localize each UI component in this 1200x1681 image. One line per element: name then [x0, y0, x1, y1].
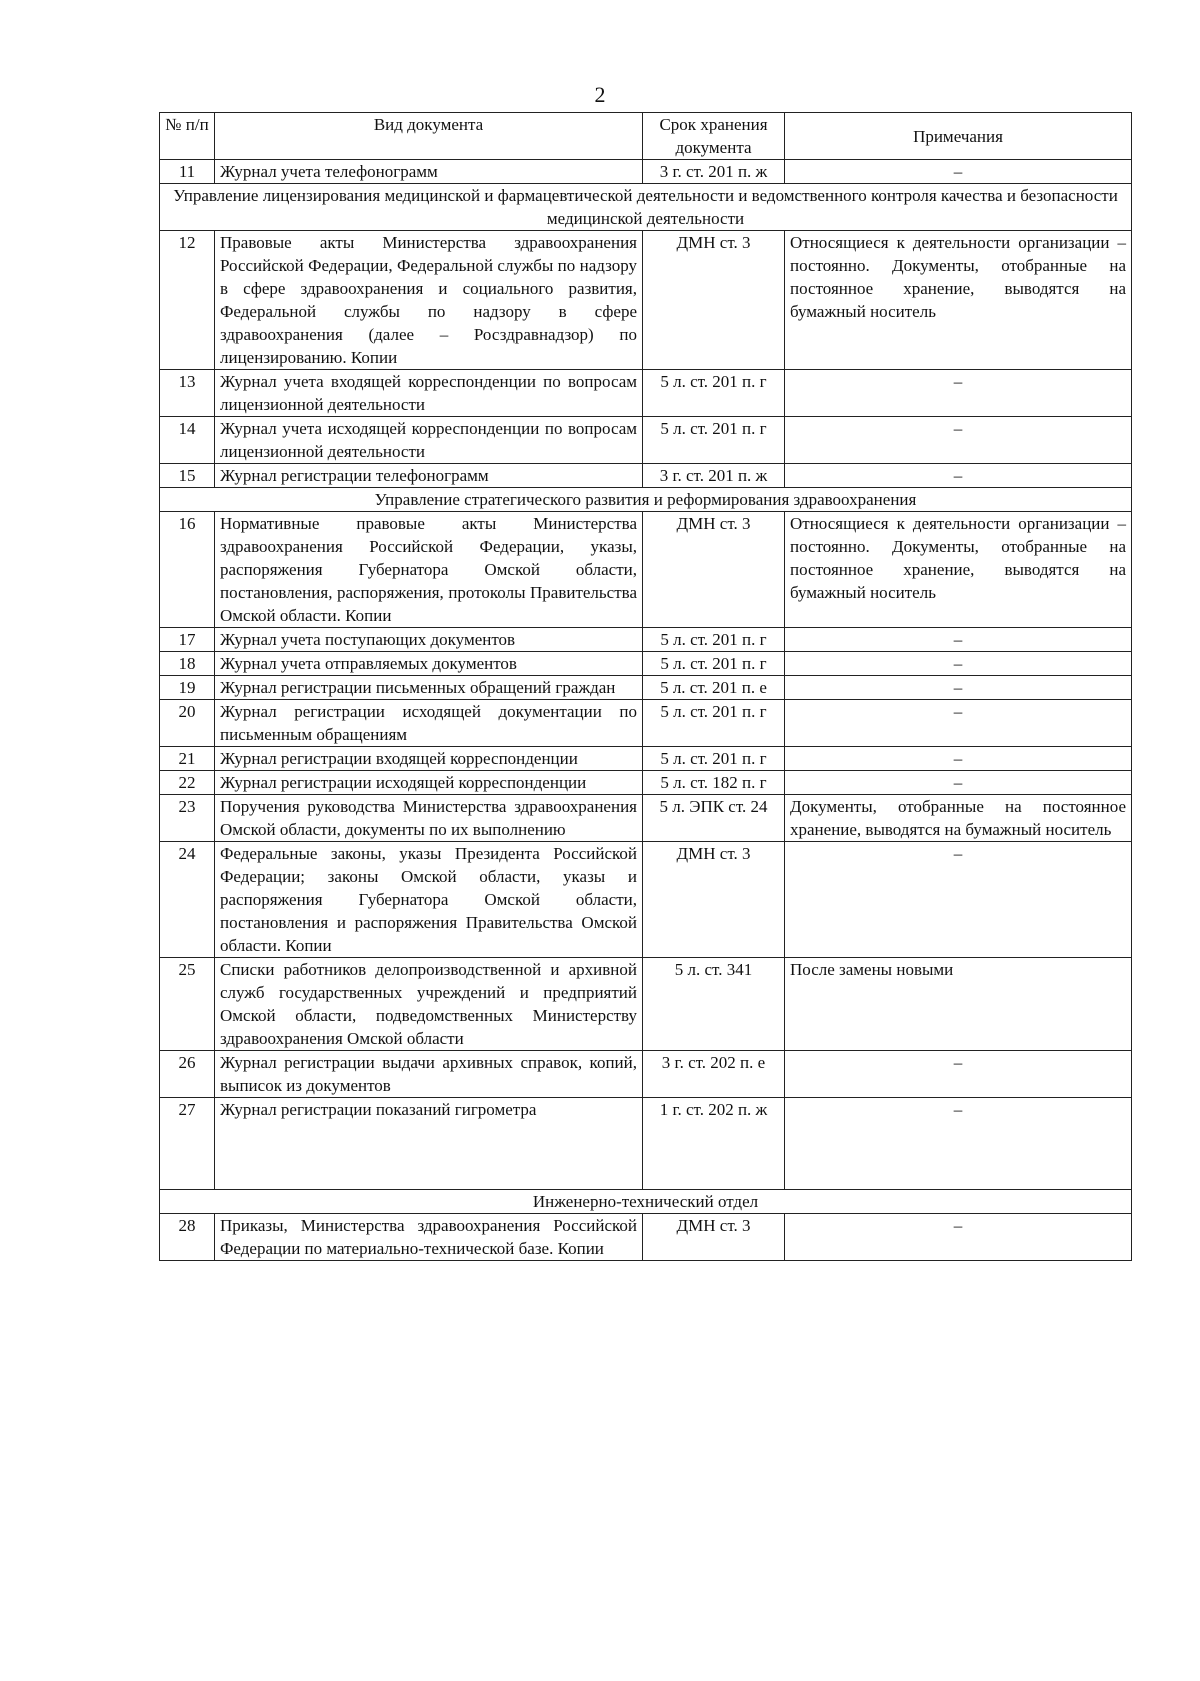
retention-term: ДМН ст. 3: [643, 1214, 785, 1261]
row-number: 27: [160, 1098, 215, 1190]
document-type: Поручения руководства Министерства здравоохранения Омской области, документы по их выполнению: [215, 795, 643, 842]
row-number: 28: [160, 1214, 215, 1261]
section-title: Управление стратегического развития и реформирования здравоохранения: [160, 488, 1132, 512]
section-row: [160, 1190, 1132, 1214]
row-number: 25: [160, 958, 215, 1051]
retention-term: ДМН ст. 3: [643, 842, 785, 958]
document-type: Журнал регистрации исходящей документации по письменным обращениям: [215, 700, 643, 747]
document-type: Журнал регистрации показаний гигрометра: [215, 1098, 643, 1190]
row-number: 11: [160, 160, 215, 184]
row-number: 16: [160, 512, 215, 628]
row-number: 12: [160, 231, 215, 370]
table-row: [160, 1098, 1132, 1190]
row-number: 22: [160, 771, 215, 795]
row-number: 15: [160, 464, 215, 488]
row-note: –: [785, 700, 1132, 747]
col-header-term: Срок хранения документа: [643, 113, 785, 160]
document-type: Журнал учета поступающих документов: [215, 628, 643, 652]
retention-term: 5 л. ст. 201 п. г: [643, 628, 785, 652]
retention-term: 5 л. ст. 182 п. г: [643, 771, 785, 795]
section-title: Инженерно-технический отдел: [160, 1190, 1132, 1214]
retention-term: 3 г. ст. 201 п. ж: [643, 464, 785, 488]
row-note: Относящиеся к деятельности организации – постоянно. Документы, отобранные на постоянное хранение, выводятся на бумажный носитель: [785, 231, 1132, 370]
document-type: Журнал регистрации входящей корреспонденции: [215, 747, 643, 771]
row-note: –: [785, 628, 1132, 652]
retention-term: 5 л. ст. 201 п. е: [643, 676, 785, 700]
table-row: [160, 512, 1132, 628]
table-row: [160, 771, 1132, 795]
row-note: –: [785, 160, 1132, 184]
row-note: Документы, отобранные на постоянное хранение, выводятся на бумажный носитель: [785, 795, 1132, 842]
row-number: 24: [160, 842, 215, 958]
document-type: Приказы, Министерства здравоохранения Российской Федерации по материально-технической базе. Копии: [215, 1214, 643, 1261]
table-row: [160, 652, 1132, 676]
table-row: [160, 795, 1132, 842]
row-number: 17: [160, 628, 215, 652]
col-header-name: Вид документа: [215, 113, 643, 160]
row-note: –: [785, 1214, 1132, 1261]
table-row: [160, 842, 1132, 958]
row-note: –: [785, 1051, 1132, 1098]
table-row: [160, 1051, 1132, 1098]
table-row: [160, 231, 1132, 370]
row-number: 26: [160, 1051, 215, 1098]
row-number: 14: [160, 417, 215, 464]
document-type: Журнал регистрации выдачи архивных справок, копий, выписок из документов: [215, 1051, 643, 1098]
retention-term: 5 л. ст. 201 п. г: [643, 417, 785, 464]
document-type: Журнал учета отправляемых документов: [215, 652, 643, 676]
page-number: 2: [594, 82, 606, 107]
section-row: [160, 488, 1132, 512]
retention-table: [159, 112, 1132, 1261]
document-type: Журнал учета входящей корреспонденции по вопросам лицензионной деятельности: [215, 370, 643, 417]
table-row: [160, 747, 1132, 771]
retention-term: 5 л. ст. 201 п. г: [643, 747, 785, 771]
row-note: –: [785, 370, 1132, 417]
row-note: –: [785, 676, 1132, 700]
document-type: Правовые акты Министерства здравоохранения Российской Федерации, Федеральной службы по надзору в сфере здравоохранения и социального развития, Федеральной службы по надзору в сфере здравоохранения (далее – Росздравнадзор) по лицензированию. Копии: [215, 231, 643, 370]
table-row: [160, 628, 1132, 652]
document-type: Журнал учета телефонограмм: [215, 160, 643, 184]
col-header-num: № п/п: [160, 113, 215, 160]
section-row: [160, 184, 1132, 231]
retention-term: 5 л. ст. 341: [643, 958, 785, 1051]
row-number: 21: [160, 747, 215, 771]
table-row: [160, 676, 1132, 700]
retention-term: 3 г. ст. 202 п. е: [643, 1051, 785, 1098]
row-note: –: [785, 417, 1132, 464]
document-type: Журнал регистрации письменных обращений граждан: [215, 676, 643, 700]
row-note: –: [785, 1098, 1132, 1190]
row-note: –: [785, 771, 1132, 795]
table-row: [160, 1214, 1132, 1261]
row-note: После замены новыми: [785, 958, 1132, 1051]
document-type: Журнал регистрации исходящей корреспонденции: [215, 771, 643, 795]
row-note: –: [785, 747, 1132, 771]
section-title: Управление лицензирования медицинской и фармацевтической деятельности и ведомственного контроля качества и безопасности медицинской деятельности: [160, 184, 1132, 231]
table-row: [160, 700, 1132, 747]
row-number: 13: [160, 370, 215, 417]
document-type: Нормативные правовые акты Министерства здравоохранения Российской Федерации, указы, распоряжения Губернатора Омской области, постановления, распоряжения, протоколы Правительства Омской области. Копии: [215, 512, 643, 628]
table-row: [160, 370, 1132, 417]
table-row: [160, 958, 1132, 1051]
document-type: Журнал регистрации телефонограмм: [215, 464, 643, 488]
document-type: Федеральные законы, указы Президента Российской Федерации; законы Омской области, указы и распоряжения Губернатора Омской области, постановления и распоряжения Правительства Омской области. Копии: [215, 842, 643, 958]
row-number: 18: [160, 652, 215, 676]
document-type: Списки работников делопроизводственной и архивной служб государственных учреждений и предприятий Омской области, подведомственных Министерству здравоохранения Омской области: [215, 958, 643, 1051]
row-number: 19: [160, 676, 215, 700]
retention-term: ДМН ст. 3: [643, 512, 785, 628]
row-number: 20: [160, 700, 215, 747]
table-header: [160, 113, 1132, 160]
table-row: [160, 160, 1132, 184]
col-header-note: Примечания: [785, 113, 1132, 160]
table-row: [160, 464, 1132, 488]
retention-term: 3 г. ст. 201 п. ж: [643, 160, 785, 184]
row-note: –: [785, 652, 1132, 676]
retention-term: ДМН ст. 3: [643, 231, 785, 370]
retention-term: 5 л. ЭПК ст. 24: [643, 795, 785, 842]
row-note: –: [785, 464, 1132, 488]
retention-term: 5 л. ст. 201 п. г: [643, 700, 785, 747]
retention-term: 5 л. ст. 201 п. г: [643, 370, 785, 417]
document-type: Журнал учета исходящей корреспонденции по вопросам лицензионной деятельности: [215, 417, 643, 464]
retention-term: 5 л. ст. 201 п. г: [643, 652, 785, 676]
retention-term: 1 г. ст. 202 п. ж: [643, 1098, 785, 1190]
row-note: –: [785, 842, 1132, 958]
row-note: Относящиеся к деятельности организации – постоянно. Документы, отобранные на постоянное хранение, выводятся на бумажный носитель: [785, 512, 1132, 628]
table-row: [160, 417, 1132, 464]
row-number: 23: [160, 795, 215, 842]
